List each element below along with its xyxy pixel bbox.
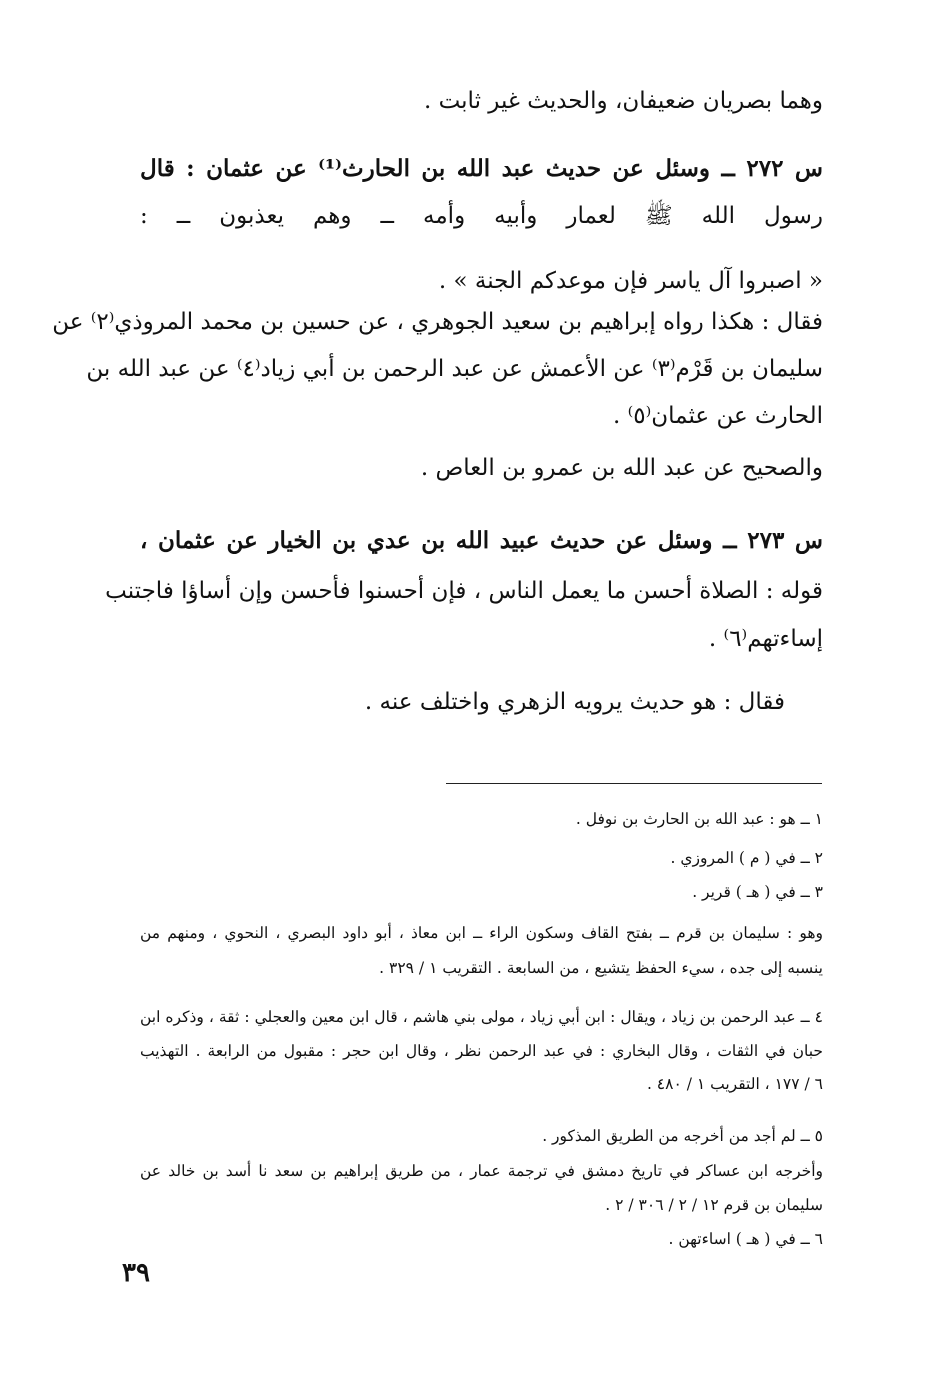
footnote-3: ٣ ــ في ( هـ ) قرير . [692, 883, 823, 901]
question-273-line-2: قوله : الصلاة أحسن ما يعمل الناس ، فإن أحسنوا فأحسن وإن أساؤا فاجتنب [105, 578, 823, 604]
footnote-3-detail-line-1: وهو : سليمان بن قرم ــ بفتح القاف وسكون الراء ــ ابن معاذ ، أبو داود البصري ، النحوي ، ومنهم من [140, 924, 823, 942]
answer-272-line-1: فقال : هكذا رواه إبراهيم بن سعيد الجوهري ، عن حسين بن محمد المروذي⁽٢⁾ عن [52, 309, 823, 335]
question-272-hadith-text: « اصبروا آل ياسر فإن موعدكم الجنة » . [438, 268, 823, 294]
text-line-closing: وهما بصريان ضعيفان، والحديث غير ثابت . [423, 88, 823, 114]
question-273-line-3: إساءتهم⁽٦⁾ . [708, 626, 823, 652]
footnote-1: ١ ــ هو : عبد الله بن الحارث بن نوفل . [575, 810, 823, 828]
question-273-line-1: س ٢٧٣ ــ وسئل عن حديث عبيد الله بن عدي بن الخيار عن عثمان ، [140, 527, 823, 554]
page-number: ٣٩ [122, 1258, 150, 1288]
footnote-5-line-1: ٥ ــ لم أجد من أخرجه من الطريق المذكور . [542, 1127, 823, 1145]
footnote-divider [446, 783, 822, 784]
footnote-4-line-3: ٦ / ١٧٧ ، التقريب ١ / ٤٨٠ . [646, 1075, 823, 1093]
footnote-5-line-3: سليمان بن قرم ١٢ / ٢ / ٣٠٦ / ٢ . [605, 1196, 823, 1214]
footnote-4-line-1: ٤ ــ عبد الرحمن بن زياد ، ويقال : ابن أبي زياد ، مولى بني هاشم ، قال ابن معين والعجلي : ثقة ، وذكره ابن [140, 1008, 823, 1026]
footnote-6: ٦ ــ في ( هـ ) اساءتهن . [668, 1230, 823, 1248]
answer-273-line-1: فقال : هو حديث يرويه الزهري واختلف عنه . [364, 689, 785, 715]
answer-272-line-4: والصحيح عن عبد الله بن عمرو بن العاص . [420, 455, 823, 481]
footnote-5-line-2: وأخرجه ابن عساكر في تاريخ دمشق في ترجمة عمار ، من طريق إبراهيم بن سعد نا أسد بن خالد عن [140, 1162, 823, 1180]
question-272-line-2: رسول الله ﷺ لعمار وأبيه وأمه ــ وهم يعذبون ــ : [140, 203, 823, 229]
answer-272-line-3: الحارث عن عثمان⁽٥⁾ . [612, 403, 823, 429]
footnote-4-line-2: حبان في الثقات ، وقال البخاري : في عبد الرحمن نظر ، وقال ابن حجر : مقبول من الرابعة . التهذيب [140, 1042, 823, 1060]
question-272-line-1: س ٢٧٢ ــ وسئل عن حديث عبد الله بن الحارث⁽¹⁾ عن عثمان : قال [140, 155, 823, 182]
footnote-3-detail-line-2: ينسبه إلى جده ، سيء الحفظ يتشيع ، من السابعة . التقريب ١ / ٣٢٩ . [379, 959, 823, 977]
answer-272-line-2: سليمان بن قَرْم⁽٣⁾ عن الأعمش عن عبد الرحمن بن أبي زياد⁽٤⁾ عن عبد الله بن [86, 356, 823, 382]
footnote-2: ٢ ــ في ( م ) المروزي . [670, 849, 823, 867]
